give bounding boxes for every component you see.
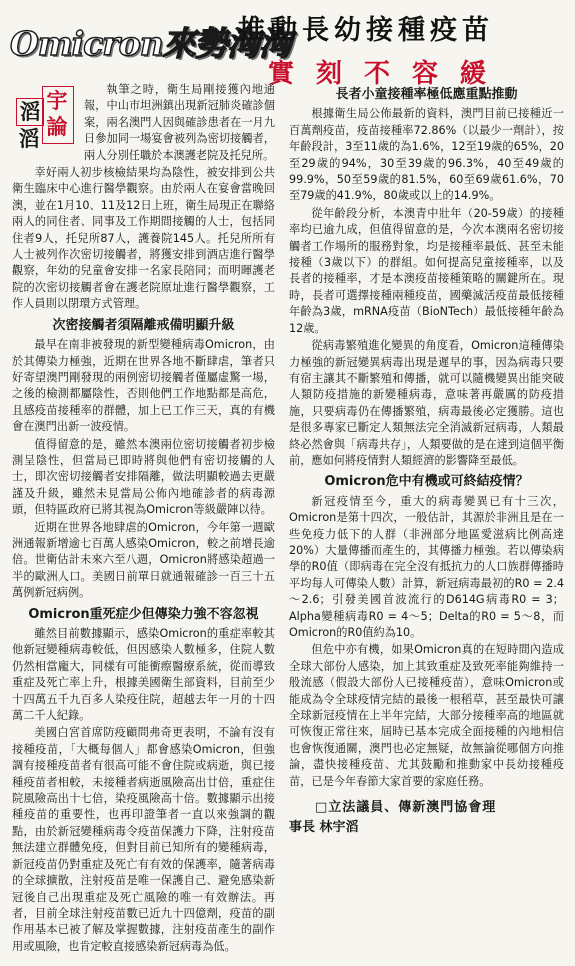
- paragraph: 幸好兩人初步核檢結果均為陰性，被安排到公共衛生臨床中心進行醫學觀察。由於兩人在宴會當晚回澳，並在1月10、11及12日上班，衛生局現正在聯絡兩人的同住者、同事及工作期間接觸的人士，包括同住者9人，托兒所87人，護養院145人。托兒所所有人士被列作次密切接觸者，將獲安排到酒店進行醫學觀察，年幼的兒童會安排一名家長陪同；而明暉護老院的次密切接觸者會在護老院原址進行醫學觀察，工作人員則以閉環方式管理。: [12, 166, 275, 311]
- column-right: [289, 82, 564, 838]
- kicker-text: Omicron來勢洶洶: [10, 24, 291, 63]
- subheading: 長者小童接種率極低應重點推動: [335, 87, 518, 102]
- paragraph: 根據衛生局公佈最新的資料，澳門目前已接種近一百萬劑疫苗，疫苗接種率72.86%（以最少一劑計），按年齡段計，3至11歲的為1.6%，12至19歲的65%，20至29歲的94%，30至39歲的96.3%，40至49歲的99.9%，50至59歲的81.5%，60至69歲61.6%，70至79歲的41.9%，80歲或以上的14.9%。: [289, 107, 564, 203]
- paragraph: 最早在南非被發現的新型變種病毒Omicron，由於其傳染力極強，近期在世界各地不斷肆虐，筆者只好寄望澳門剛發現的兩例密切接觸者僅屬虛驚一場，之後的檢測都屬陰性，否則他們工作地點都是高危，且感疫苗接種率的群體，加上已工作三天，真的有機會在澳門出新一波疫情。: [12, 338, 275, 434]
- author-signature: [289, 798, 564, 838]
- column-badge: [12, 86, 76, 150]
- badge-char-4: 論: [46, 114, 68, 139]
- paragraph: 從病毒繁殖進化變異的角度看，Omicron這種傳染力極強的新冠變異病毒出現是遲早的事，因為病毒只要有宿主讓其不斷繁殖和傳播，就可以隨機變異出能突破人類防疫措施的新變種病毒，意味著再嚴厲的防疫措施，只要病毒仍在傳播繁殖，病毒最後必定獲勝。這也是很多專家已斷定人類無法完全消滅新冠病毒，人類最終必然會與「病毒共存」，人類要做的是在達到這個平衡前，應如何將疫情對人類經濟的影響降至最低。: [289, 339, 564, 467]
- badge-char-1: 滔: [16, 98, 44, 126]
- badge-char-3: 滔: [18, 126, 40, 151]
- paragraph: 但危中亦有機，如果Omicron真的在短時間內造成全球大部份人感染，加上其致重症及致死率能夠維持一般流感（假設大部份人已接種疫苗），意味Omicron或能成為令全球疫情完結的最後一根稻草，甚至最快可讓全球新冠疫情在上半年完結，大部分接種率高的地區就可恢復正常往來，屆時已基本完成全面接種的內地相信也會恢復通關，澳門也必定無疑，故無論從哪個方向推論，盡快接種疫苗、尤其鼓勵和推動家中長幼接種疫苗，已是今年春節大家首要的家庭任務。: [289, 643, 564, 788]
- subheading: Omicron危中有機或可終結疫情？: [324, 474, 529, 490]
- headline-block: [238, 8, 568, 90]
- paragraph: 近期在世界各地肆虐的Omicron，今年第一週歐洲通報新增逾七百萬人感染Omicron，較之前增長逾倍。世衛估計未來六至八週，Omicron將感染超過一半的歐洲人口。美國日前單日就通報確診一百三十五萬例新冠病例。: [12, 520, 275, 600]
- signature-line-1: □立法議員、傳新澳門協會理: [315, 800, 497, 816]
- headline-line1: 推動長幼接種疫苗: [238, 15, 494, 46]
- paragraph: 美國白宮首席防疫顧問弗奇更表明，不論有沒有接種疫苗，「大概每個人」都會感染Omicron，但強調有接種疫苗者有很高可能不會住院或病逝，與已接種疫苗者相較，未接種者病逝風險高出廿倍，重症住院風險高出十七倍，染疫風險高十倍。數據顯示出接種疫苗的重要性，也再印證筆者一直以來強調的觀點，由於新冠變種病毒令疫苗保護力下降，注射疫苗無法建立群體免疫，但對目前已知所有的變種病毒，新冠疫苗仍對重症及死亡有有效的保護率，隨著病毒的全球擴散，注射疫苗是唯一保護自己、避免感染新冠後自己出現重症及死亡風險的唯一有效辦法。再者，目前全球注射疫苗數已近九十四億劑，疫苗的副作用基本已被了解及掌握數據，注射疫苗產生的副作用或風險，也肯定較直接感染新冠病毒為低。: [12, 726, 275, 953]
- header-kicker: [10, 6, 291, 76]
- subheading: 次密接觸者須隔離戒備明顯升級: [52, 317, 235, 333]
- paragraph: 執筆之時，衛生局剛接獲內地通報，中山市坦洲鎮出現新冠肺炎確診個案，兩名澳門人因與確診患者在一月九日參加同一場宴會被列為密切接觸者，兩人分別任職於本澳護老院及托兒所。: [84, 83, 275, 162]
- paragraph: 新冠疫情至今，重大的病毒變異已有十三次，Omicron是第十四次，一般估計，其源於非洲且是在一些免疫力低下的人群（非洲部分地區愛滋病比例高達20%）大量傳播而產生的，其傳播力極強。若以傳染病學的R0值（即病毒在完全沒有抵抗力的人口族群傳播時平均每人可傳染人數）計算，新冠病毒最初的R0 = 2.4～2.6；引發美國首波流行的D614G病毒R0 = 3；Alpha變種病毒R0 = 4～5；Delta的R0 = 5～8，而Omicron的R0值約為10。: [289, 494, 564, 639]
- paragraph: 從年齡段分析，本澳青中壯年（20-59歲）的接種率均已逾九成，但值得留意的是，今次本澳兩名密切接觸者工作場所的服務對象，均是接種率最低、甚至未能接種（3歲以下）的群組。如何提高兒童接種率，以及長者的接種率，才是本澳疫苗接種策略的關鍵所在。現時，長者可選擇接種兩種疫苗，國藥滅活疫苗最低接種年齡為3歲，mRNA疫苗（BioNTech）最低接種年齡為12歲。: [289, 206, 564, 335]
- paragraph: 雖然目前數據顯示，感染Omicron的重症率較其他新冠變種病毒較低，但因感染人數極多，住院人數仍然相當龐大，同樣有可能衝瘵醫療系統，從而導致重症及死亡率上升，根據美國衛生部資料，目前至少十四萬五千九百多人染疫住院，超越去年一月的十四萬二千人紀錄。: [12, 627, 275, 723]
- paragraph: 值得留意的是，雖然本澳兩位密切接觸者初步檢測呈陰性，但當局已即時將與他們有密切接觸的人士，即次密切接觸者安排隔離，做法明顯較過去更嚴謹及升級，雖然未見當局公佈內地確診者的病毒源頭，但特區政府已將其視為Omicron等級嚴陣以待。: [12, 437, 275, 517]
- subheading: Omicron重死症少但傳染力強不容忽視: [28, 606, 259, 622]
- headline-line2: 實刻不容緩: [268, 59, 509, 89]
- signature-line-2: 事長 林宇滔: [289, 820, 359, 836]
- column-left: [12, 82, 275, 956]
- badge-char-2: 宇: [46, 88, 68, 113]
